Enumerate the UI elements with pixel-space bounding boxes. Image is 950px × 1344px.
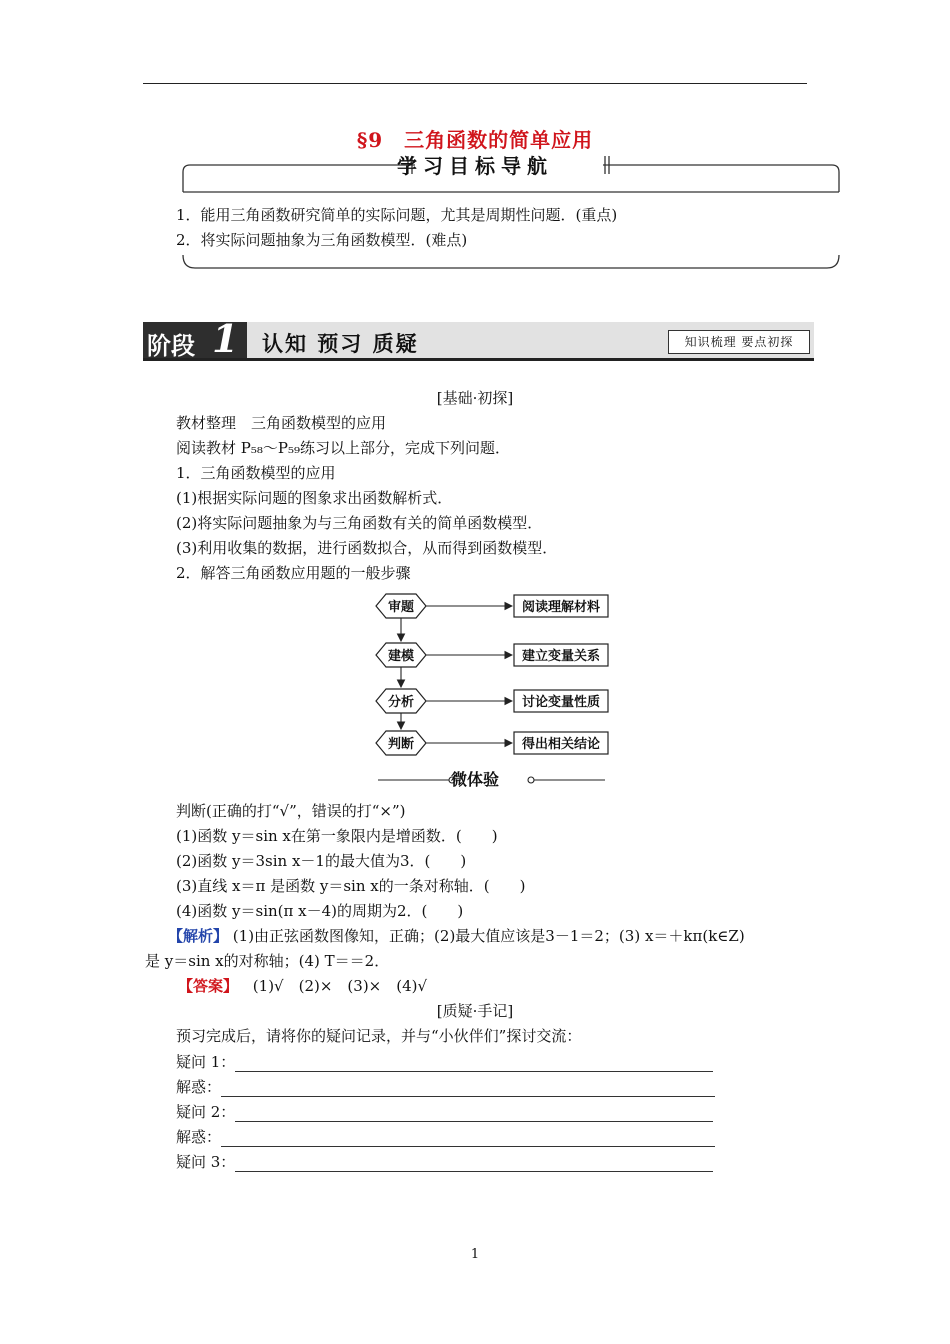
note-label: 疑问 2： bbox=[176, 1103, 236, 1121]
text-line: 教材整理 三角函数模型的应用 bbox=[176, 414, 387, 432]
micro-item: (4)函数 y＝sin(π x－4)的周期为2．( ) bbox=[176, 902, 464, 920]
micro-item: (2)函数 y＝3sin x－1的最大值为3．( ) bbox=[176, 852, 467, 870]
micro-item: (3)直线 x＝π 是函数 y＝sin x的一条对称轴．( ) bbox=[176, 877, 526, 895]
note-label: 解惑： bbox=[176, 1128, 222, 1146]
note-blank[interactable] bbox=[235, 1157, 713, 1172]
section2-intro: 预习完成后，请将你的疑问记录，并与“小伙伴们”探讨交流： bbox=[176, 1027, 582, 1045]
flow-left-label: 判断 bbox=[387, 737, 415, 752]
analysis-label: 【解析】 bbox=[168, 927, 229, 945]
flow-right-label: 讨论变量性质 bbox=[521, 695, 601, 710]
note-row[interactable] bbox=[176, 1127, 715, 1147]
answer-line bbox=[178, 976, 427, 996]
text-line: (3)利用收集的数据，进行函数拟合，从而得到函数模型． bbox=[176, 539, 558, 557]
flow-left-label: 审题 bbox=[387, 600, 415, 615]
flow-left-label: 建模 bbox=[387, 649, 415, 664]
goal-item: 1．能用三角函数研究简单的实际问题，尤其是周期性问题．(重点) bbox=[176, 206, 618, 224]
note-label: 疑问 3： bbox=[176, 1153, 236, 1171]
stage-number: 1 bbox=[212, 316, 239, 361]
analysis-line bbox=[168, 926, 745, 946]
analysis-text: (1)由正弦函数图像知，正确；(2)最大值应该是3－1＝2；(3) x＝＋kπ(k∈Z) bbox=[232, 927, 745, 945]
flow-left-label: 分析 bbox=[387, 695, 415, 710]
stage-title: 认知 预习 质疑 bbox=[262, 331, 419, 356]
answer-label: 【答案】 bbox=[178, 977, 239, 995]
section-title: §9 三角函数的简单应用 bbox=[356, 128, 594, 152]
note-label: 疑问 1： bbox=[176, 1053, 236, 1071]
page-number: 1 bbox=[470, 1247, 480, 1262]
text-line: (1)根据实际问题的图象求出函数解析式． bbox=[176, 489, 453, 507]
note-blank[interactable] bbox=[235, 1057, 713, 1072]
flow-right-label: 建立变量关系 bbox=[521, 649, 601, 664]
note-row[interactable] bbox=[176, 1152, 713, 1172]
note-row[interactable] bbox=[176, 1052, 713, 1072]
text-line: (2)将实际问题抽象为与三角函数有关的简单函数模型． bbox=[176, 514, 543, 532]
note-row[interactable] bbox=[176, 1077, 715, 1097]
flow-right-label: 得出相关结论 bbox=[521, 737, 601, 752]
note-blank[interactable] bbox=[221, 1132, 715, 1147]
stage-tag: 知识梳理 要点初探 bbox=[668, 330, 810, 354]
micro-intro: 判断(正确的打“√”，错误的打“×”) bbox=[176, 802, 406, 820]
section-header: [质疑·手记] bbox=[436, 1002, 514, 1020]
text-line: 阅读教材 P₅₈～P₅₉练习以上部分，完成下列问题． bbox=[176, 439, 511, 457]
goal-title: 学习目标导航 bbox=[397, 154, 553, 178]
answer-text: (1)√ (2)× (3)× (4)√ bbox=[252, 977, 428, 995]
note-blank[interactable] bbox=[235, 1107, 713, 1122]
text-line: 1．三角函数模型的应用 bbox=[176, 464, 336, 482]
micro-item: (1)函数 y＝sin x在第一象限内是增函数．( ) bbox=[176, 827, 498, 845]
goal-item: 2．将实际问题抽象为三角函数模型．(难点) bbox=[176, 231, 468, 249]
section-header: [基础·初探] bbox=[436, 389, 514, 407]
note-blank[interactable] bbox=[221, 1082, 715, 1097]
analysis-text-cont: 是 y＝sin x的对称轴；(4) T＝＝2． bbox=[145, 952, 390, 970]
note-row[interactable] bbox=[176, 1102, 713, 1122]
text-line: 2．解答三角函数应用题的一般步骤 bbox=[176, 564, 411, 582]
micro-title: 微体验 bbox=[450, 770, 499, 789]
flow-right-label: 阅读理解材料 bbox=[521, 600, 601, 615]
note-label: 解惑： bbox=[176, 1078, 222, 1096]
stage-label: 阶段 bbox=[147, 332, 195, 360]
